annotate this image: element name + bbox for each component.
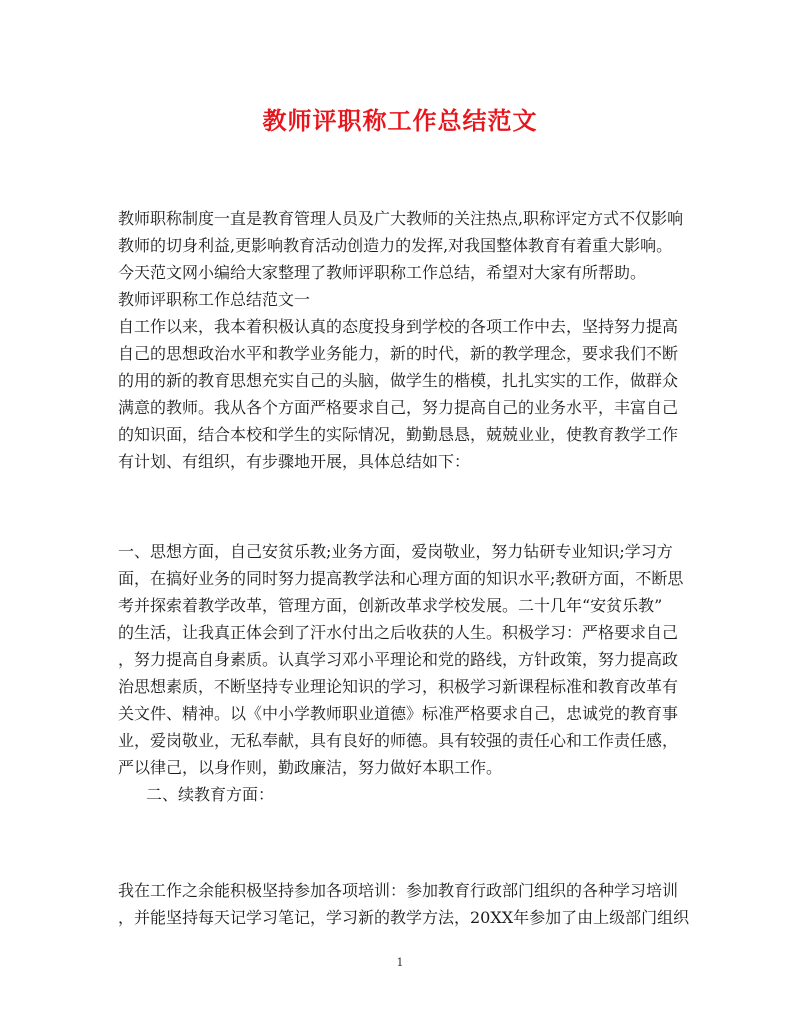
section-heading: 教师评职称工作总结范文一 [118,290,311,309]
section-heading: 二、续教育方面： [146,785,275,804]
intro-block [118,205,684,475]
paragraph-line: 有计划、有组织，有步骤地开展，具体总结如下： [118,452,471,471]
paragraph-line: 业，爱岗敬业，无私奉献，具有良好的师德。具有较强的责任心和工作责任感， [118,731,679,750]
paragraph-line: 治思想素质，不断坚持专业理论知识的学习，积极学习新课程标准和教育改革有 [118,677,679,696]
paragraph-line: 我在工作之余能积极坚持参加各项培训：参加教育行政部门组织的各种学习培训 [118,881,679,900]
paragraph-line: 的生活，让我真正体会到了汗水付出之后收获的人生。积极学习：严格要求自己 [118,623,679,642]
paragraph-line: 关文件、精神。以《中小学教师职业道德》标准严格要求自己，忠诚党的教育事 [118,704,679,723]
page-number: 1 [396,956,404,969]
paragraph-line: 满意的教师。我从各个方面严格要求自己，努力提高自己的业务水平，丰富自己 [118,398,679,417]
paragraph-line: 考并探索着教学改革，管理方面，创新改革求学校发展。二十几年“安贫乐教” [118,596,663,615]
paragraph-line: 严以律己，以身作则，勤政廉洁，努力做好本职工作。 [118,758,503,777]
paragraph-line: 一、思想方面，自己安贫乐教;业务方面，爱岗敬业，努力钻研专业知识;学习方 [118,542,673,561]
paragraph-line: 面，在搞好业务的同时努力提高教学法和心理方面的知识水平;教研方面，不断思 [118,569,684,588]
paragraph-line: ，努力提高自身素质。认真学习邓小平理论和党的路线，方针政策，努力提高政 [118,650,679,669]
education-section-block [118,877,690,931]
document-title: 教师评职称工作总结范文 [262,106,538,135]
paragraph-line: 的用的新的教育思想充实自己的头脑，做学生的楷模，扎扎实实的工作，做群众 [118,371,679,390]
paragraph-line: 今天范文网小编给大家整理了教师评职称工作总结，希望对大家有所帮助。 [118,263,647,282]
paragraph-line: 教师职称制度一直是教育管理人员及广大教师的关注热点,职称评定方式不仅影响 [118,209,684,228]
paragraph-line: 自工作以来，我本着积极认真的态度投身到学校的各项工作中去，坚持努力提高 [118,317,679,336]
thought-section-block [118,538,684,808]
paragraph-line: 教师的切身利益,更影响教育活动创造力的发挥,对我国整体教育有着重大影响。 [118,236,673,255]
paragraph-line: ，并能坚持每天记学习笔记，学习新的教学方法，20XX年参加了由上级部门组织 [118,908,690,927]
paragraph-line: 的知识面，结合本校和学生的实际情况，勤勤恳恳，兢兢业业，使教育教学工作 [118,425,679,444]
paragraph-line: 自己的思想政治水平和教学业务能力，新的时代，新的教学理念，要求我们不断 [118,344,679,363]
